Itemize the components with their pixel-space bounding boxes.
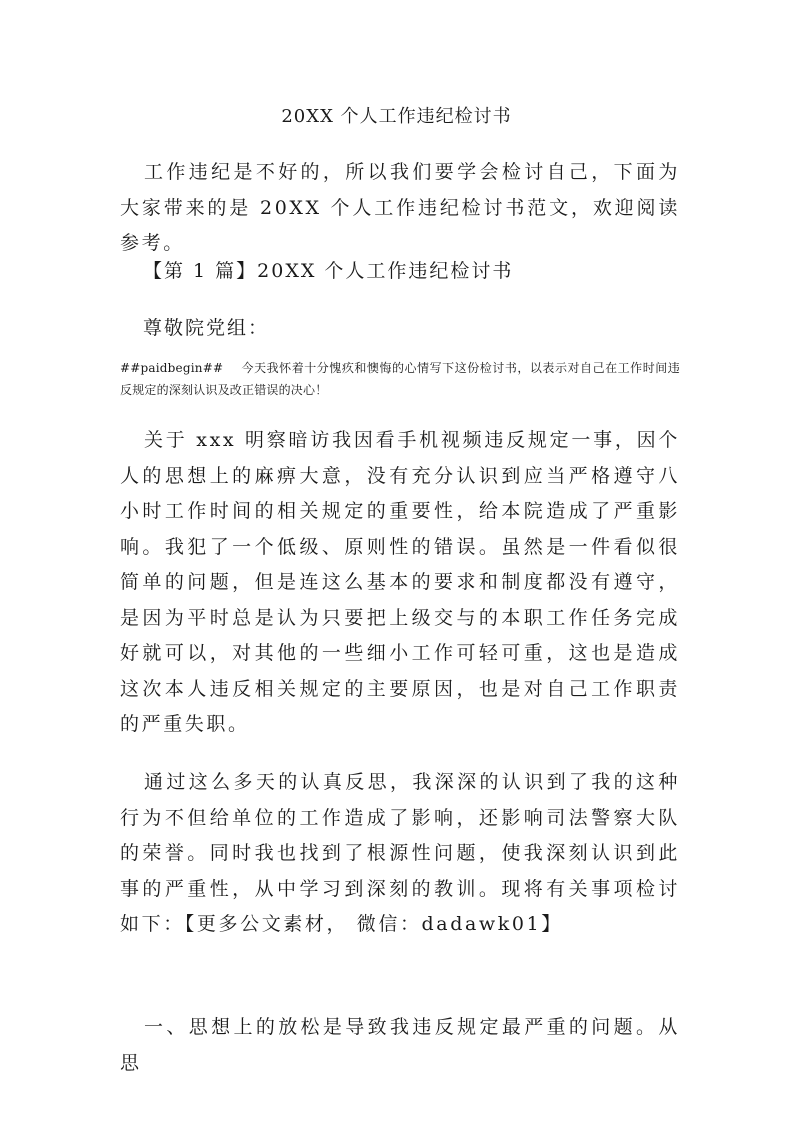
paid-marker: ##paidbegin## (120, 361, 224, 375)
body-paragraph-3: 一、思想上的放松是导致我违反规定最严重的问题。从思 (120, 1016, 680, 1074)
salutation: 尊敬院党组： (143, 317, 270, 339)
body-paragraph-2: 通过这么多天的认真反思，我深深的认识到了我的这种行为不但给单位的工作造成了影响，还影响司法警察大队的荣誉。同时我也找到了根源性问题，使我深刻认识到此事的严重性，从中学习到深刻的教训。现将有关事项检讨如下：【更多公文素材， 微信：dadawk01】 (120, 771, 680, 935)
document-title: 20XX 个人工作违纪检讨书 (281, 106, 512, 127)
body-paragraph-1: 关于 xxx 明察暗访我因看手机视频违反规定一事，因个人的思想上的麻痹大意，没有充分认识到应当严格遵守八小时工作时间的相关规定的重要性，给本院造成了严重影响。我犯了一个低级、原则性的错误。虽然是一件看似很简单的问题，但是连这么基本的要求和制度都没有遵守，是因为平时总是认为只要把上级交与的本职工作任务完成好就可以，对其他的一些细小工作可轻可重，这也是造成这次本人违反相关规定的主要原因，也是对自己工作职责的严重失职。 (120, 429, 680, 735)
small-paragraph: 今天我怀着十分愧疚和懊悔的心情写下这份检讨书，以表示对自己在工作时间违反规定的深刻认识及改正错误的决心！ (120, 361, 680, 397)
intro-paragraph: 工作违纪是不好的，所以我们要学会检讨自己，下面为大家带来的是 20XX 个人工作违纪检讨书范文，欢迎阅读参考。 (120, 161, 680, 254)
section-heading: 【第 1 篇】20XX 个人工作违纪检讨书 (143, 260, 514, 282)
small-paragraph-block (120, 357, 680, 401)
